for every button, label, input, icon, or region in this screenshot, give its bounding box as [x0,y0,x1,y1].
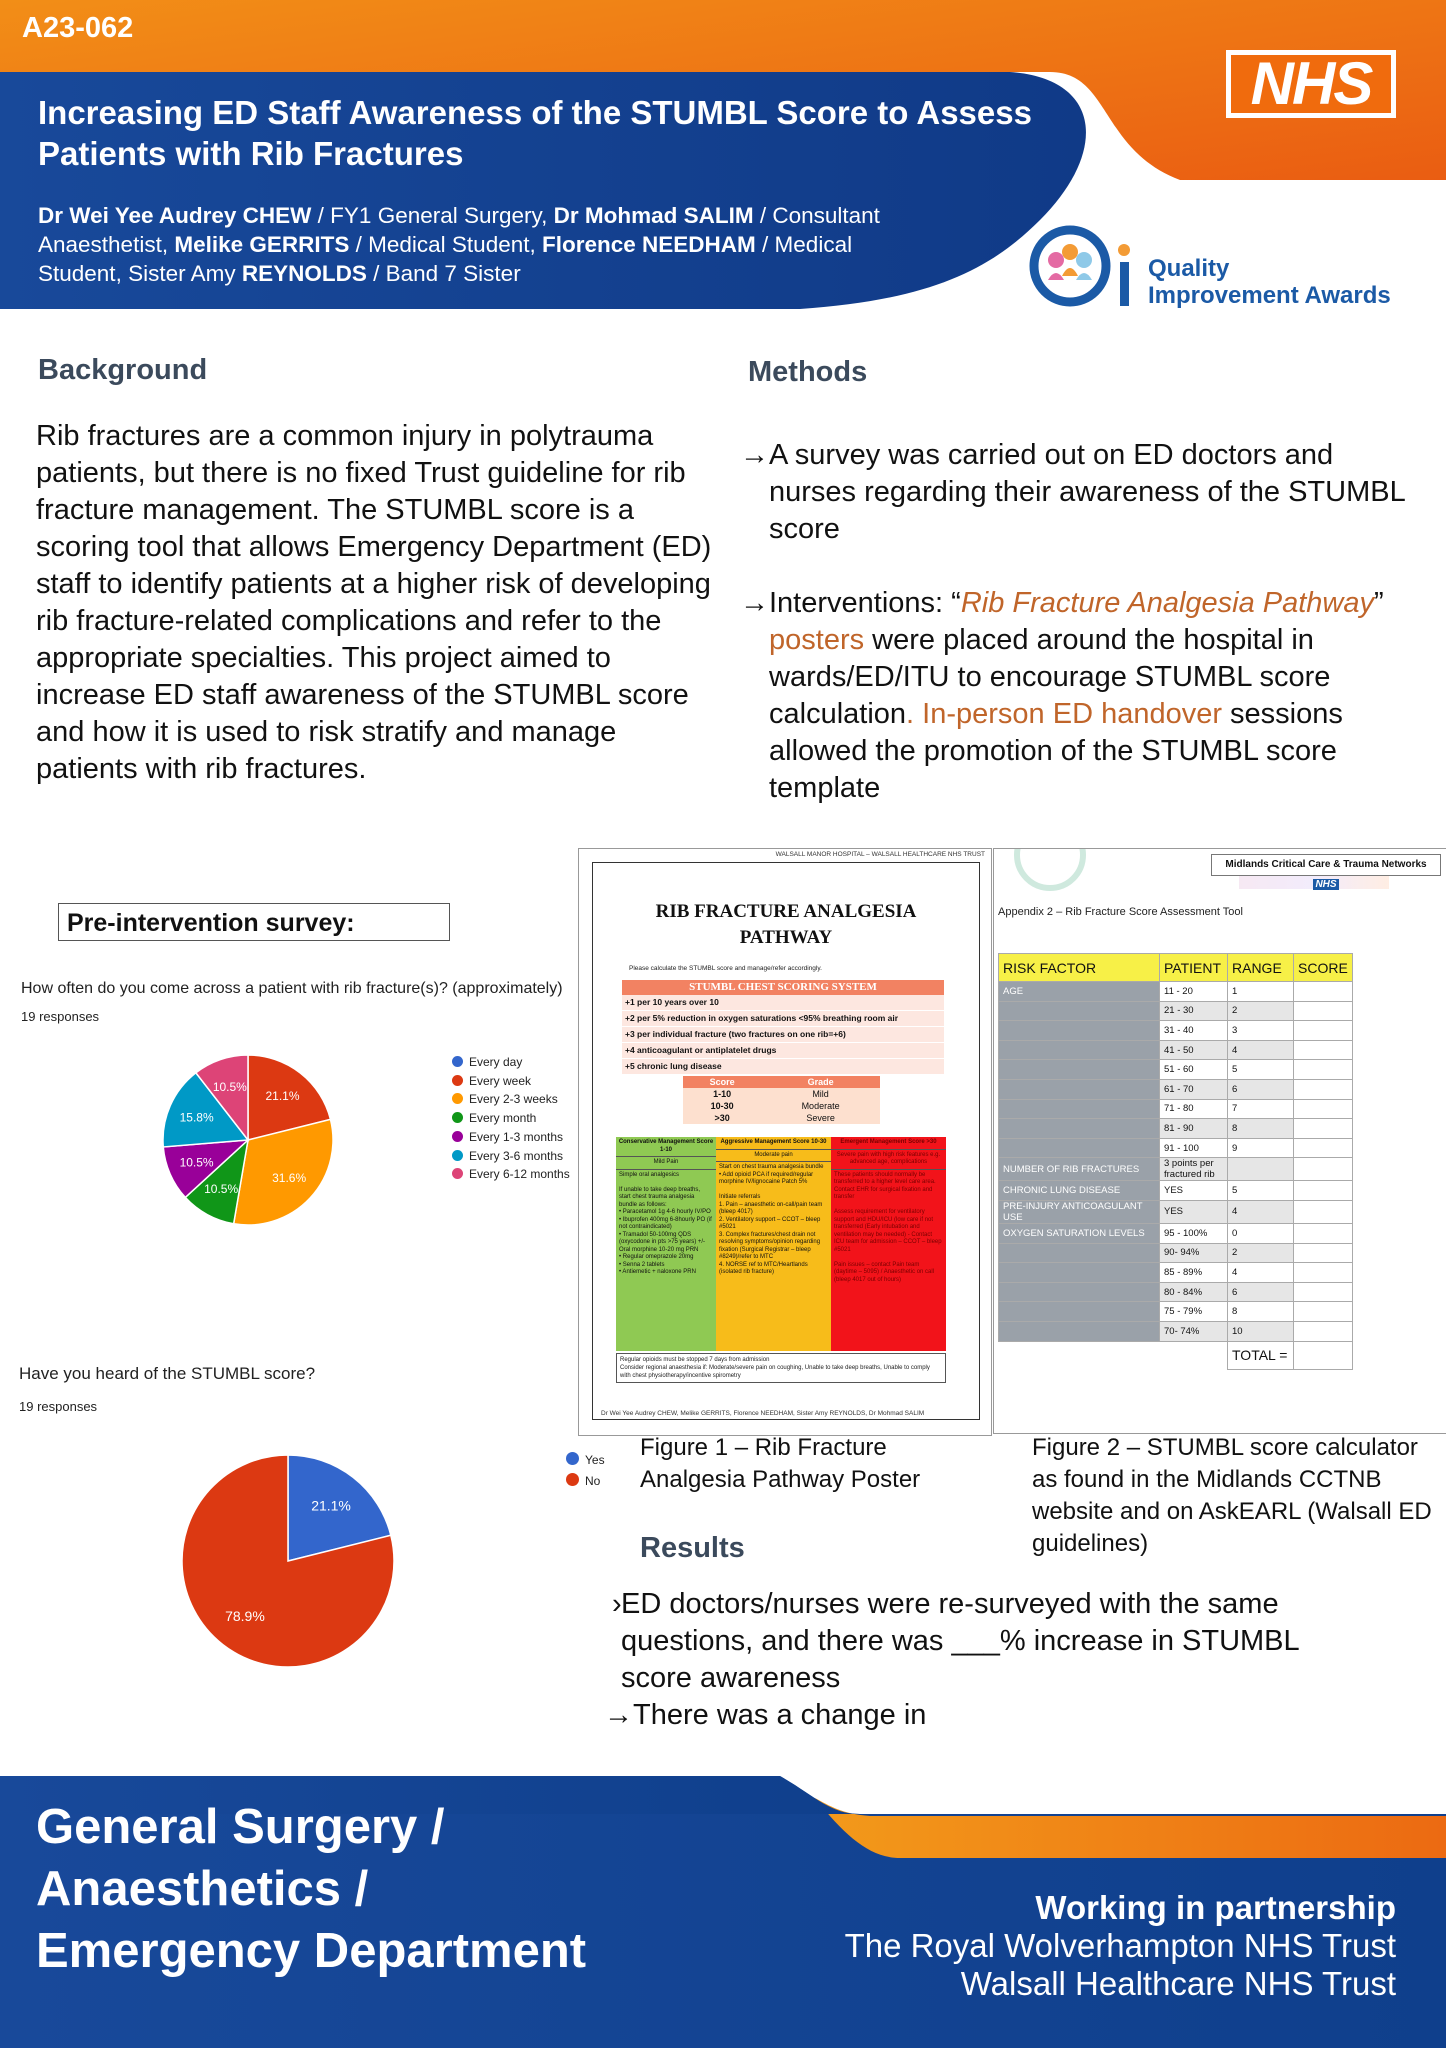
calc-row [999,1040,1353,1060]
background-text: Rib fractures are a common injury in polytrauma patients, but there is no fixed Trust guideline for rib fracture management. The STUMBL score is a scoring tool that allows Emergency Department (ED) staff to identify patients at a higher risk of developing rib fracture-related complications and refer to the appropriate specialties. This project aimed to increase ED staff awareness of the STUMBL score and how it is used to risk stratify and manage patients with rib fractures. [36,420,712,785]
partnership-heading: Working in partnership [1035,1889,1396,1926]
range-cell: 5 [1228,1060,1294,1080]
pie-chart-frequency [140,1040,360,1240]
calc-row [999,1099,1353,1119]
legend-label: Every 3-6 months [469,1148,564,1163]
qi-line1: Quality [1148,255,1230,282]
legend-item [566,1452,605,1467]
patient-cell: 3 points per fractured rib [1160,1158,1228,1181]
calc-row [999,1321,1353,1341]
patient-cell: 61 - 70 [1160,1079,1228,1099]
cctn-banner [1211,854,1441,890]
score-cell [1294,1021,1353,1041]
dept-line: Anaesthetics / [36,1862,369,1916]
pie-slice-label: 10.5% [179,1155,214,1170]
score-cell [1294,982,1353,1002]
patient-cell: YES [1160,1200,1228,1223]
grade-label: Severe [761,1112,880,1124]
risk-factor-cell [999,1302,1160,1322]
score-cell [1294,1223,1353,1243]
survey-responses-2: 19 responses [19,1399,98,1414]
patient-cell: 71 - 80 [1160,1099,1228,1119]
score-cell [1294,1119,1353,1139]
grade-score: 10-30 [683,1100,761,1112]
calc-row [999,1119,1353,1139]
author-name: Dr Wei Yee Audrey CHEW [38,203,312,228]
patient-cell: 81 - 90 [1160,1119,1228,1139]
range-cell: 9 [1228,1138,1294,1158]
pie-legend-frequency [452,1055,592,1185]
fig1-system-row: +1 per 10 years over 10 [622,995,944,1011]
arrow-icon: → [604,1699,633,1731]
survey-responses-1: 19 responses [21,1009,100,1024]
pie-slice-label: 15.8% [179,1110,214,1125]
fig1-authors: Dr Wei Yee Audrey CHEW, Melike GERRITS, Florence NEEDHAM, Sister Amy REYNOLDS, Dr Mohmad SALIM [601,1410,925,1417]
risk-factor-cell [999,1282,1160,1302]
methods-item-interventions [740,585,1410,807]
grade-head: Grade [761,1076,880,1088]
results-heading: Results [640,1532,745,1564]
legend-swatch [452,1093,463,1104]
handover-phrase: In-person ED handover [922,698,1222,730]
legend-label: Every week [469,1073,532,1088]
fig1-scoring-system [622,980,944,1075]
figure-2-calculator [993,848,1446,1434]
patient-cell: 95 - 100% [1160,1223,1228,1243]
fig1-col-emergent [831,1137,946,1351]
legend-swatch [566,1452,579,1465]
grade-label: Moderate [761,1100,880,1112]
legend-label: Every 2-3 weeks [469,1092,558,1107]
col-head: Emergent Management Score >30 [831,1137,946,1150]
score-cell [1294,1321,1353,1341]
risk-factor-cell [999,1263,1160,1283]
patient-cell: 41 - 50 [1160,1040,1228,1060]
calc-row [999,1181,1353,1201]
total-cell [1294,1341,1353,1369]
author-name: Melike GERRITS [174,232,350,257]
score-cell [1294,1200,1353,1223]
risk-factor-cell: PRE-INJURY ANTICOAGULANT USE [999,1200,1160,1223]
calc-row [999,1158,1353,1181]
fig1-title-line2: PATHWAY [739,927,833,948]
range-cell: 1 [1228,982,1294,1002]
legend-item [452,1149,563,1163]
nhs-mini-logo: NHS [1315,879,1337,890]
author-role: / Medical Student, Sister Amy [38,232,853,286]
calc-row [999,1200,1353,1223]
range-cell: 4 [1228,1263,1294,1283]
fig1-footer: Regular opioids must be stopped 7 days from admission Consider regional anaesthesia if: Moderate/severe pain on coughing, Unable to take deep breaths, Unable to comply with chest physiotherapy/incentive spirometry [616,1353,946,1383]
legend-label: Every day [469,1055,523,1069]
patient-cell: 85 - 89% [1160,1263,1228,1283]
risk-factor-cell: OXYGEN SATURATION LEVELS [999,1223,1160,1243]
fig1-hospital: WALSALL MANOR HOSPITAL – WALSALL HEALTHCARE NHS TRUST [775,851,985,858]
col-header: RISK FACTOR [999,954,1160,982]
legend-item [452,1074,531,1088]
calc-row [999,1001,1353,1021]
total-row [999,1341,1353,1369]
calc-row [999,1263,1353,1283]
methods-item-text [769,585,1410,807]
legend-swatch [452,1056,463,1067]
poster-title: Increasing ED Staff Awareness of the STUMBL Score to Assess Patients with Rib Fractures [38,94,1032,172]
score-cell [1294,1263,1353,1283]
pie-chart-stumbl-awareness [180,1440,430,1680]
cctn-banner-text: Midlands Critical Care & Trauma Networks [1225,859,1427,870]
legend-item [566,1473,600,1488]
patient-cell: 70- 74% [1160,1321,1228,1341]
poster-id: A23-062 [22,12,134,44]
range-cell: 4 [1228,1040,1294,1060]
range-cell: 5 [1228,1181,1294,1201]
col-header: PATIENT [1160,954,1228,982]
legend-label: No [585,1474,601,1488]
decorative-ring [1014,848,1086,891]
legend-item [452,1092,558,1106]
fig1-col-aggressive [716,1137,831,1351]
author-name: Dr Mohmad SALIM [553,203,754,228]
fig1-grade-table [683,1076,880,1124]
fig1-system-row: +3 per individual fracture (two fractures on one rib=+6) [622,1027,944,1043]
legend-item [452,1111,536,1125]
fig1-frame [592,862,980,1420]
methods-item-text: A survey was carried out on ED doctors and nurses regarding their awareness of the STUMBL score [769,439,1405,545]
grade-label: Mild [761,1088,880,1100]
pie-slice-label: 21.1% [311,1497,351,1514]
legend-swatch [452,1168,463,1179]
calc-row [999,1282,1353,1302]
score-cell [1294,1181,1353,1201]
pie-slice-label: 10.5% [204,1182,239,1197]
figure-1-poster [578,848,992,1436]
figure-1-caption: Figure 1 – Rib Fracture Analgesia Pathway Poster [640,1434,921,1493]
fig1-title-line1: RIB FRACTURE ANALGESIA [655,901,917,922]
results-item-text: ED doctors/nurses were re-surveyed with the same questions, and there was ___% increase in STUMBL score awareness [621,1588,1299,1694]
col-sub: Moderate pain [716,1150,831,1163]
score-cell [1294,1060,1353,1080]
partner-trust: The Royal Wolverhampton NHS Trust [844,1927,1396,1964]
calc-row [999,1243,1353,1263]
partner-trust: Walsall Healthcare NHS Trust [960,1965,1396,2002]
risk-factor-cell [999,1321,1160,1341]
fig1-management-columns [616,1137,946,1351]
calc-row [999,1223,1353,1243]
score-cell [1294,1158,1353,1181]
score-cell [1294,1001,1353,1021]
qi-logo-icon [1026,222,1146,312]
range-cell: 8 [1228,1302,1294,1322]
total-cell [1160,1341,1228,1369]
range-cell: 8 [1228,1119,1294,1139]
arrow-icon: › [612,1588,622,1620]
risk-factor-cell [999,1001,1160,1021]
legend-swatch [452,1112,463,1123]
range-cell: 0 [1228,1223,1294,1243]
col-sub: Severe pain with high risk features e.g. advanced age, complications [831,1150,946,1170]
interventions-mid: were placed around the hospital in wards/ED/ITU to encourage STUMBL score calculation [769,624,1331,730]
calc-row [999,1079,1353,1099]
pie-legend-awareness [566,1452,646,1502]
range-cell: 10 [1228,1321,1294,1341]
sentence-dot: . [906,698,923,730]
pie-slice-label: 31.6% [272,1171,307,1186]
interventions-prefix: Interventions: “ [769,587,961,619]
patient-cell: YES [1160,1181,1228,1201]
risk-factor-cell [999,1040,1160,1060]
risk-factor-cell [999,1021,1160,1041]
author-role: / Band 7 Sister [366,261,521,286]
legend-item [452,1055,522,1069]
total-cell [999,1341,1160,1369]
score-cell [1294,1302,1353,1322]
author-role: / FY1 General Surgery, [311,203,554,228]
risk-factor-cell [999,1243,1160,1263]
partnership-block [845,1889,1396,2003]
range-cell: 2 [1228,1243,1294,1263]
legend-label: Every month [469,1111,537,1126]
pie-slice-label: 10.5% [212,1079,247,1094]
total-label: TOTAL = [1228,1341,1294,1369]
results-item-resurvey [612,1586,1372,1697]
risk-factor-cell: NUMBER OF RIB FRACTURES [999,1158,1160,1181]
calc-row [999,1138,1353,1158]
score-cell [1294,1099,1353,1119]
patient-cell: 21 - 30 [1160,1001,1228,1021]
score-cell [1294,1282,1353,1302]
range-cell: 3 [1228,1021,1294,1041]
legend-label: Every 1-3 months [469,1129,564,1144]
legend-swatch [452,1150,463,1161]
author-name: REYNOLDS [241,261,367,286]
range-cell: 6 [1228,1282,1294,1302]
quote-close: ” [1374,587,1384,619]
dept-line: Emergency Department [36,1924,587,1978]
col-body: Start on chest trauma analgesia bundle • Add opioid PCA if required/regular morphine IV/lignocaine Patch 5% Initiate referrals 1. Pain – anaesthetic on-call/pain team (bleep 4017) 2. Ventilatory support – CCOT – bleep #5021 3. Complex fractures/chest drain not resolving symptoms/opinion regarding fixation (Surgical Registrar – bleep #8249)/refer to MTC 4. NORSE ref to MTC/Heartlands (isolated rib fracture) [719,1164,824,1275]
fig1-note: Please calculate the STUMBL score and manage/refer accordingly. [629,965,822,972]
calc-row [999,1060,1353,1080]
grade-score: 1-10 [683,1088,761,1100]
pre-intervention-label: Pre-intervention survey: [58,903,450,941]
col-head: Conservative Management Score 1-10 [616,1137,716,1157]
legend-item [452,1130,563,1144]
fig2-appendix: Appendix 2 – Rib Fracture Score Assessment Tool [998,906,1243,918]
col-header: RANGE [1228,954,1294,982]
author-role: / Consultant Anaesthetist, [38,203,880,257]
range-cell: 7 [1228,1099,1294,1119]
patient-cell: 75 - 79% [1160,1302,1228,1322]
col-body: These patients should normally be transferred to a higher level care area. Contact EHR for surgical fixation and transfer Assess requirement for ventilatory support and HDU/ICU (low care if not transferred (Early intubation and ventilation may be needed) - Contact ICU team for admission – CCOT – bleep #5021 Pain issues – contact Pain team (daytime – 5095) / Anaesthetic on call (bleep 4017 out of hours) [834,1171,942,1283]
calc-row [999,1021,1353,1041]
patient-cell: 31 - 40 [1160,1021,1228,1041]
calc-row [999,1302,1353,1322]
nhs-logo [1226,50,1396,118]
fig1-system-row: +4 anticoagulant or antiplatelet drugs [622,1043,944,1059]
department-names [36,1796,836,1982]
fig1-system-row: +5 chronic lung disease [622,1059,944,1075]
results-item-change [604,1697,1364,1734]
score-cell [1294,1040,1353,1060]
patient-cell: 91 - 100 [1160,1138,1228,1158]
figure-2-caption: Figure 2 – STUMBL score calculator as found in the Midlands CCTNB website and on AskEARL (Walsall ED guidelines) [1032,1434,1432,1557]
range-cell: 6 [1228,1079,1294,1099]
risk-factor-cell [999,1138,1160,1158]
legend-item [452,1167,570,1181]
patient-cell: 80 - 84% [1160,1282,1228,1302]
fig1-title [593,899,979,951]
qi-awards-text [1148,255,1391,309]
survey-question-1: How often do you come across a patient with rib fracture(s)? (approximately) [21,980,563,997]
calc-row [999,982,1353,1002]
range-cell: 4 [1228,1200,1294,1223]
dept-line: General Surgery / [36,1800,445,1854]
risk-factor-cell [999,1119,1160,1139]
grade-score: >30 [683,1112,761,1124]
score-cell [1294,1079,1353,1099]
interventions-end: sessions allowed the promotion of the STUMBL score template [769,698,1343,804]
qi-line2: Improvement Awards [1148,282,1391,309]
legend-label: Yes [585,1453,605,1467]
patient-cell: 51 - 60 [1160,1060,1228,1080]
col-head: Aggressive Management Score 10-30 [716,1137,831,1150]
risk-factor-cell: AGE [999,982,1160,1002]
legend-swatch [566,1473,579,1486]
pathway-name: Rib Fracture Analgesia Pathway [960,587,1375,619]
legend-swatch [452,1075,463,1086]
score-cell [1294,1243,1353,1263]
methods-item-survey [740,437,1410,548]
arrow-icon: → [740,439,769,471]
posters-word: posters [769,624,865,656]
patient-cell: 90- 94% [1160,1243,1228,1263]
pie-slice-label: 78.9% [225,1607,265,1624]
results-item-text: There was a change in [633,1699,927,1731]
author-list [38,201,898,288]
col-header: SCORE [1294,954,1353,982]
author-name: Florence NEEDHAM [542,232,756,257]
arrow-icon: → [740,587,769,619]
grade-head: Score [683,1076,761,1088]
legend-label: Every 6-12 months [469,1167,570,1182]
pie-slice-label: 21.1% [265,1088,300,1103]
author-role: / Medical Student, [349,232,542,257]
fig1-col-conservative [616,1137,716,1351]
risk-factor-cell [999,1079,1160,1099]
risk-factor-cell: CHRONIC LUNG DISEASE [999,1181,1160,1201]
background-heading: Background [38,354,208,386]
methods-heading: Methods [748,356,868,388]
legend-swatch [452,1131,463,1142]
survey-question-2: Have you heard of the STUMBL score? [19,1364,316,1383]
fig1-system-row: +2 per 5% reduction in oxygen saturations <95% breathing room air [622,1011,944,1027]
risk-factor-cell [999,1060,1160,1080]
range-cell: 2 [1228,1001,1294,1021]
fig1-system-head: STUMBL CHEST SCORING SYSTEM [622,980,944,995]
risk-factor-cell [999,1099,1160,1119]
col-sub: Mild Pain [616,1157,716,1170]
nhs-logo-text: NHS [1231,55,1391,113]
score-cell [1294,1138,1353,1158]
col-body: Simple oral analgesics If unable to take deep breaths, start chest trauma analgesia bundle as follows: • Paracetamol 1g 4-6 hourly IV/PO • Ibuprofen 400mg 6-8hourly PO (if not contraindicated) • Tramadol 50-100mg QDS (oxycodone in pts >75 years) +/- Oral morphine 10-20 mg PRN • Regular omeprazole 20mg • Senna 2 tablets • Antiemetic + naloxone PRN [619,1171,712,1275]
range-cell [1228,1158,1294,1181]
stumbl-calculator-table [998,953,1353,1370]
patient-cell: 11 - 20 [1160,982,1228,1002]
